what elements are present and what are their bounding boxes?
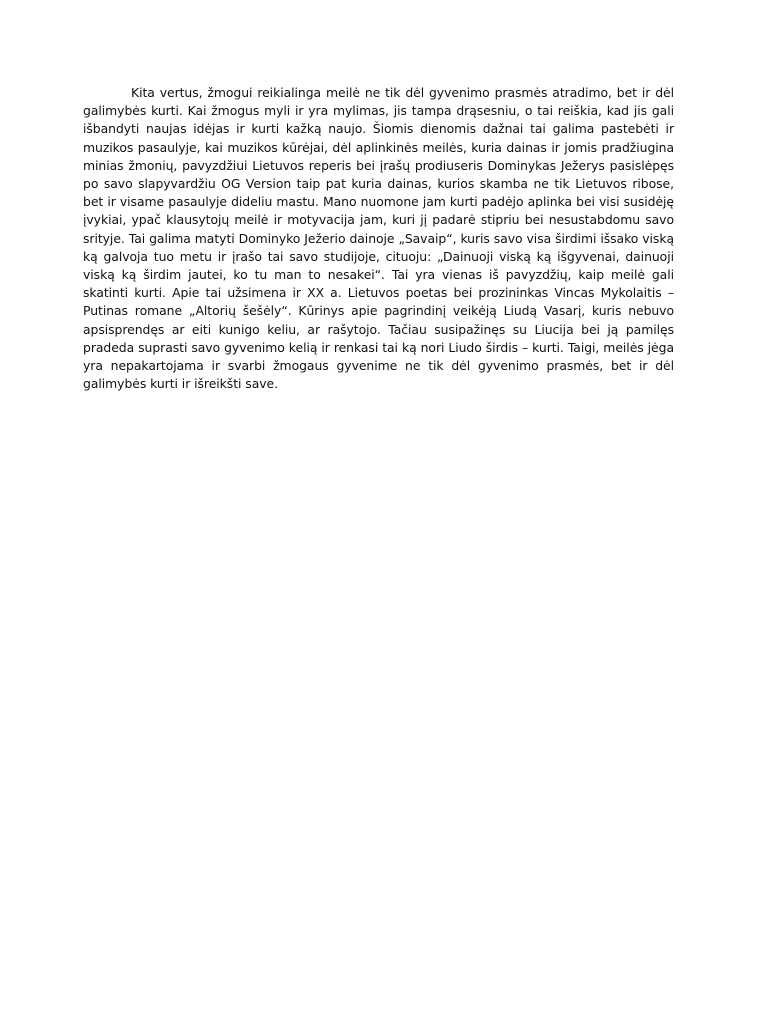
body-paragraph — [83, 84, 674, 393]
paragraph-text: Kita vertus, žmogui reikialinga meilė ne tik dėl gyvenimo prasmės atradimo, bet ir dėl galimybės kurti. Kai žmogus myli ir yra mylimas, jis tampa drąsesniu, o tai reiškia, kad jis gali išbandyti naujas idėjas ir kurti kažką naujo. Šiomis dienomis dažnai tai galima pastebėti ir muzikos pasaulyje, kai muzikos kūrėjai, dėl aplinkinės meilės, kuria dainas ir jomis pradžiugina minias žmonių, pavyzdžiui Lietuvos reperis bei įrašų prodiuseris Dominykas Ježerys pasislėpęs po savo slapyvardžiu OG Version taip pat kuria dainas, kurios skamba ne tik Lietuvos ribose, bet ir visame pasaulyje dideliu mastu. Mano nuomone jam kurti padėjo aplinka bei visi susidėję įvykiai, ypač klausytojų meilė ir motyvacija jam, kuri jį padarė stipriu bei nesustabdomu savo srityje. Tai galima matyti Dominyko Ježerio dainoje „Savaip“, kuris savo visa širdimi išsako viską ką galvoja tuo metu ir įrašo tai savo studijoje, cituoju: „Dainuoji viską ką išgyvenai, dainuoji viską ką širdim jautei, ko tu man to nesakei“. Tai yra vienas iš pavyzdžių, kaip meilė gali skatinti kurti. Apie tai užsimena ir XX a. Lietuvos poetas bei prozininkas Vincas Mykolaitis – Putinas romane „Altorių šešėly“. Kūrinys apie pagrindinį veikėją Liudą Vasarį, kuris nebuvo apsisprendęs ar eiti kunigo keliu, ar rašytojo. Tačiau susipažinęs su Liucija bei ją pamilęs pradeda suprasti savo gyvenimo kelią ir renkasi tai ką nori Liudo širdis – kurti. Taigi, meilės jėga yra nepakartojama ir svarbi žmogaus gyvenime ne tik dėl gyvenimo prasmės, bet ir dėl galimybės kurti ir išreikšti save. — [83, 85, 674, 392]
